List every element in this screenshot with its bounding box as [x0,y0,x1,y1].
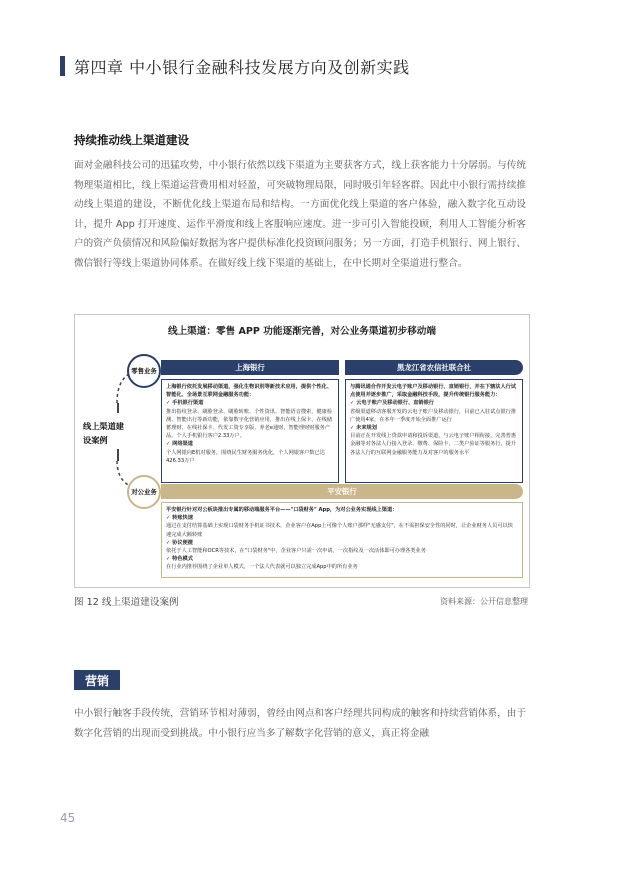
retail-circle: 零售业务 [127,354,161,388]
bank-intro: 平安银行针对对公板块推出专属的移动端服务平台——"口袋财务" App，为对公业务实现线上渠道： [166,507,398,513]
bank-item-text: 个人网银向E机对服务，围绕民生财务服务优化，个人网银客户数已达426.33万户 [166,449,325,464]
bank-intro: 上海银行依托发展移动渠道，强化生物识别等新技术应用，提供个性化、智能化、全场景互联网金融服务功能： [166,384,333,399]
connector-line-top [117,403,119,413]
bank-item-text: 通过在支付结算基础上实现口袋财务手机证书技术，企业客户在App上可像个人账户那样"无感支付"，在不需担保安全性的同时，让企业财务人员可以快速完成大额转账 [166,523,513,538]
bank-item-text: 目前正在开发线上贷款申请和投诉渠道，与云电子账户相衔接，完善普惠金融等对各法人行接入登录、缴费、保险卡、二类户验证等服务行，提升各法人行的互联网金融服务能力及对客户的服务水平 [350,433,517,456]
body-paragraph: 面对金融科技公司的迅猛攻势，中小银行依然以线下渠道为主要获客方式，线上获客能力十分孱弱。与传统物理渠道相比，线上渠道运营费用相对轻盈，可突破物理局限，同时吸引年轻客群。因此中小银行需持续推动线上渠道的建设，不断优化线上渠道布局和结构。一方面优化线上渠道的客户体验，融入数字化互动设计，提升 App 打开速度、运作平滑度和线上客服响应速度。进一步可引入智能投顾，利用人工智能分析客户的资产负债情况和风险偏好数据为客户提供标准化投资顾问服务；另一方面，打造手机银行、网上银行、微信银行等线上渠道协同体系。在做好线上线下渠道的基础上，在中长期对全渠道进行整合。 [74,160,526,269]
bank-box-shanghai [161,379,339,483]
connector-line-bottom [117,449,119,461]
bank-banner-shanghai: 上海银行 [161,360,339,375]
bank-item-title: ✓ 协议便捷 [166,539,193,546]
section-heading: 持续推动线上渠道建设 [74,133,189,147]
bank-banner-heilongjiang: 黑龙江省农信社联合社 [345,360,523,375]
figure-source: 资料来源：公开信息整理 [440,597,528,606]
bank-box-heilongjiang [345,379,523,483]
bank-item-text: 在行业内推荐围绕了企业单人模式，一个法人代表就可以独立完成App中的所有业务 [166,564,358,571]
chapter-accent-bar [60,56,65,76]
bank-item-title: ✓ 网络渠道 [166,441,193,448]
section-tag: 营销 [74,670,120,690]
bank-item-text: 省级渠道移动客服开发的云电子账户及移动银行，目前已入驻试点银行推广使用4家，在本年一季度开始全面推广运行 [350,408,517,423]
page-number: 45 [60,811,76,825]
figure-diagram [74,314,530,588]
bank-item-title: ✓ 未来规划 [350,425,377,432]
chapter-title: 第四章 中小银行金融科技发展方向及创新实践 [74,58,410,77]
figure-caption: 图 12 线上渠道建设案例 [74,597,179,608]
bank-item-title: ✓ 特色模式 [166,556,193,563]
bank-item-title: ✓ 转账快速 [166,515,193,522]
bank-intro: 与腾讯通合作开发云电子账户及移动银行、直销银行，并在下辖法人行试点使用并逐步推广，采取金融科技手段，提升传统银行服务能力： [350,384,517,399]
bank-item-text: 推出指纹登录、刷脸登录、刷脸转账、个性资讯、智能语音搜索、健康检测、智能出行等新功能，依靠数字化营销应用，推出在线上保卡、在线储蓄理财、在线社保卡、代发工资专享版、养老e通财、智能理财财服务产品。个人手机银行客户2.33万户。 [166,408,333,440]
corporate-circle: 对公业务 [127,475,161,509]
figure-title: 线上渠道：零售 APP 功能逐渐完善，对公业务渠道初步移动端 [167,326,436,337]
bank-item-text: 依托于人工智能和OCR等技术，在"口袋财务"中，企业客户只需一次申请，一次指纹及一次活体即可办理各类业务 [166,548,426,555]
bank-box-pingan [161,502,523,578]
body-paragraph: 中小银行触客手段传统，营销环节相对薄弱，曾经由网点和客户经理共同构成的触客和持续营销体系，由于数字化营销的出现而受到挑战。中小银行应当多了解数字化营销的意义，真正将金融 [74,708,526,739]
bank-item-title: ✓ 手机银行渠道 [166,400,204,407]
bank-banner-pingan: 平安银行 [161,484,523,499]
bank-item-title: ✓ 云电子账户及移动银行、直销银行 [350,400,434,407]
case-label: 线上渠道建设案例 [83,421,124,445]
